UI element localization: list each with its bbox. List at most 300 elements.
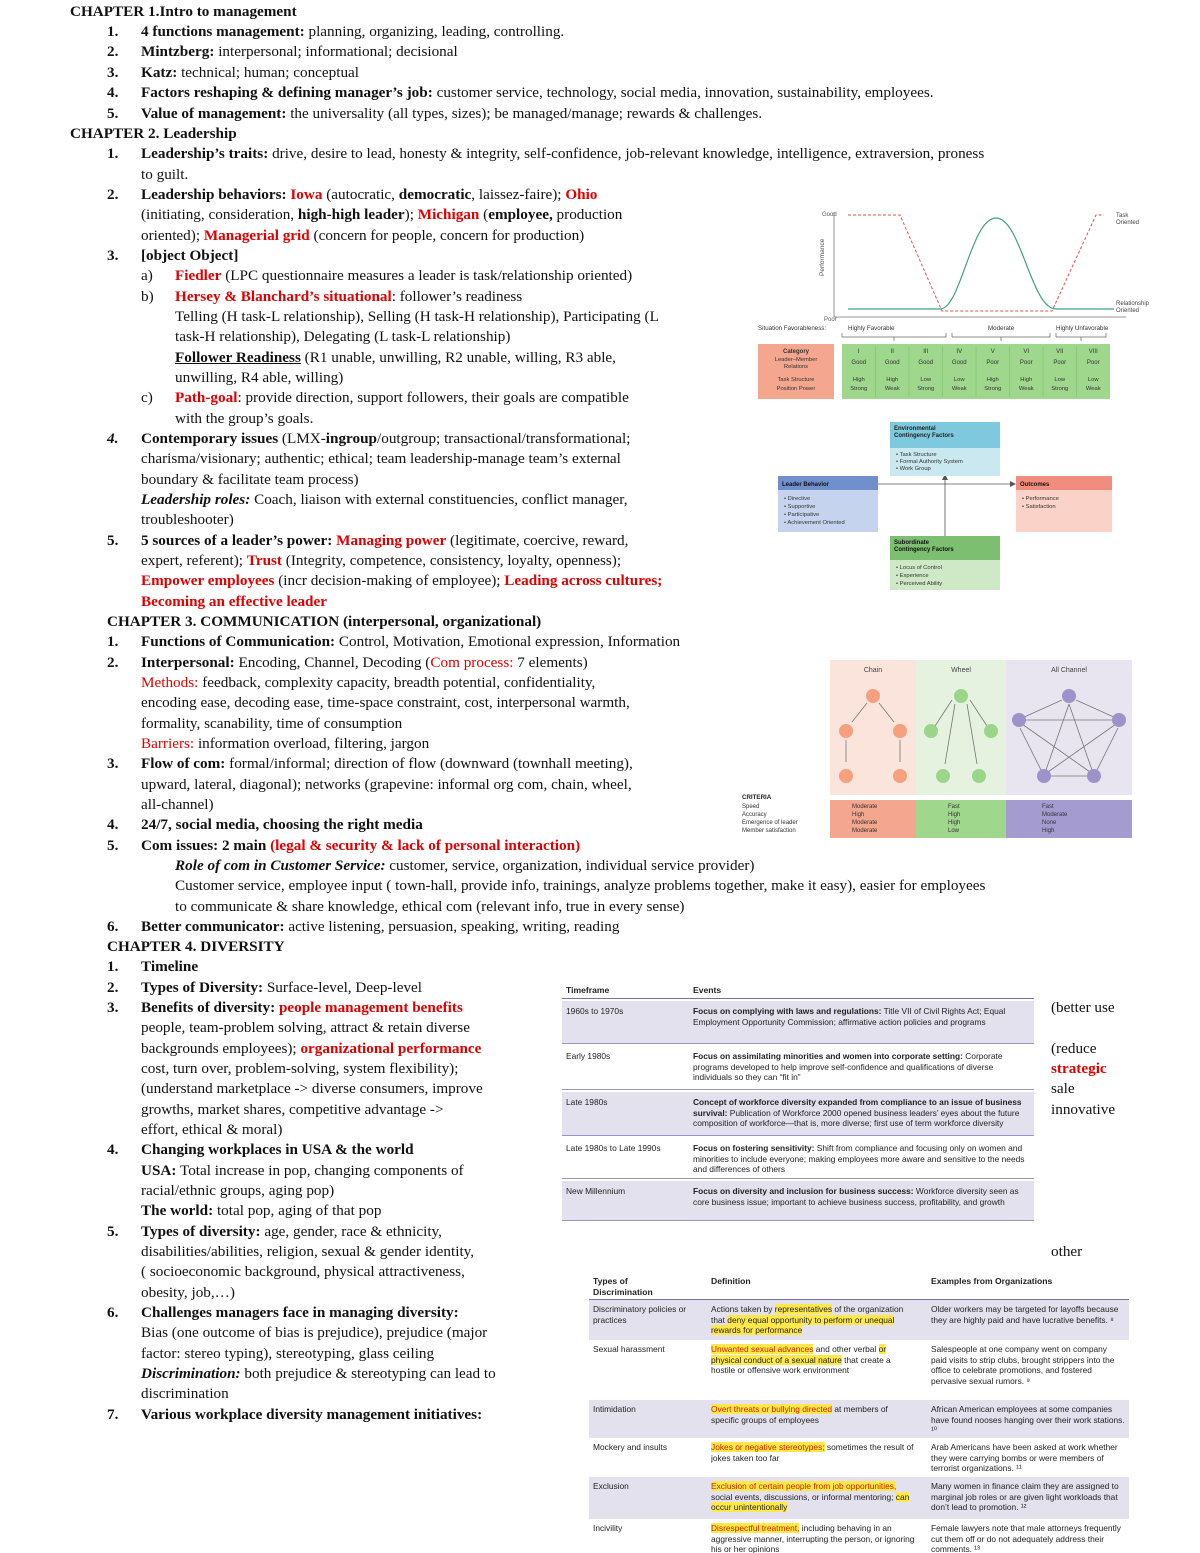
fiedler-col-1-number: I: [857, 349, 860, 355]
ohio-text-end: );: [404, 206, 418, 223]
fiedler-col-5-relations: Poor: [986, 360, 1000, 366]
ch2-item-5-line2: [141, 551, 621, 571]
ch4-item-3-line4: cost, turn over, problem-solving, system flexibility);: [141, 1060, 459, 1077]
fiedler-col-6-position-power: Weak: [1018, 386, 1034, 392]
empower-employees-label: Empower employees: [141, 572, 275, 589]
chapter-1-title: CHAPTER 1.Intro to management: [70, 3, 297, 20]
backgrounds-text: backgrounds employees);: [141, 1040, 301, 1057]
ch3-item-1-number: 1.: [107, 633, 119, 650]
discrimination-row: [589, 1340, 1129, 1400]
ch2-item-3c-line2: with the group’s goals.: [175, 410, 314, 427]
sources-of-power-label: 5 sources of a leader’s power:: [141, 532, 333, 549]
fiedler-model-figure: [756, 206, 1166, 406]
ch4-usa: [141, 1161, 464, 1181]
definition-text: including behaving in an aggressive manner, interrupting the person, or ignoring his or her opinions: [711, 1523, 915, 1553]
role-of-com-text: customer, service, organization, individual service provider): [385, 857, 755, 874]
iowa-democratic: democratic: [398, 186, 472, 203]
types-of-diversity-2-text: age, gender, race & ethnicity,: [260, 1223, 442, 1240]
all-channel-criteria-2: Moderate: [1042, 812, 1068, 818]
discrimination-row: [589, 1477, 1129, 1519]
timeline-event-focus: Focus on assimilating minorities and women into corporate setting:: [693, 1051, 963, 1061]
discrimination-type: Intimidation: [593, 1404, 636, 1414]
ch4-item-6-line2: Bias (one outcome of bias is prejudice), prejudice (major: [141, 1324, 488, 1341]
ch1-item-1: [141, 22, 564, 42]
ch2-item-3b-line3: task-H relationship), Delegating (L task-L relationship): [175, 328, 511, 345]
fiedler-performance-graph: [756, 206, 1166, 406]
ch4-side-other: other: [1051, 1243, 1083, 1260]
ch1-item-2-text: interpersonal; informational; decisional: [214, 43, 458, 60]
timeline-timeframe: Late 1980s to Late 1990s: [566, 1143, 661, 1153]
discrimination-types-table: [589, 1272, 1129, 1553]
diversity-timeline-table: [562, 977, 1034, 1243]
emergence-label: Emergence of leader: [742, 820, 798, 826]
ch4-side-innovative: innovative: [1051, 1101, 1116, 1118]
ch3-barriers: [141, 734, 429, 754]
timeline-event-detail: Publication of Workforce 2000 opened business leaders’ eyes about the future composition of workforce—that is, more diverse; first use of term workforce diversity: [693, 1107, 1020, 1128]
definition-highlight: deny equal opportunity to perform or unequal rewards for performance: [711, 1314, 895, 1335]
chain-criteria-3: Moderate: [852, 820, 878, 826]
ch3-methods-line2: encoding ease, decoding ease, time-space constraint, cost, interpersonal warmth,: [141, 694, 630, 711]
fiedler-col-2-position-power: Weak: [884, 386, 900, 392]
ch1-item-2-number: 2.: [107, 43, 119, 60]
sub-item-1: • Locus of Control: [896, 565, 942, 571]
types-of-diversity-2-label: Types of diversity:: [141, 1223, 261, 1240]
timeline-header-row: [562, 977, 1034, 999]
com-issues-red: (legal & security & lack of personal interaction): [270, 837, 581, 854]
ch2-item-3-number: 3.: [107, 247, 119, 264]
leading-across-cultures-label: Leading across cultures;: [504, 572, 663, 589]
managerial-grid-text: (concern for people, concern for production): [309, 227, 585, 244]
all-channel-criteria-1: Fast: [1042, 804, 1054, 810]
definition-highlight: Disrespectful treatment,: [711, 1523, 800, 1533]
events-header: Events: [693, 985, 722, 995]
ch4-item-1: Timeline: [141, 958, 199, 975]
env-title-text: Environmental: [894, 426, 936, 432]
barriers-label: Barriers:: [141, 735, 195, 752]
poor-axis-label: Poor: [824, 317, 837, 323]
ch4-item-4: Changing workplaces in USA & the world: [141, 1141, 414, 1158]
michigan-employee: employee,: [488, 206, 553, 223]
chain-criteria-2: High: [852, 812, 865, 818]
functions-of-communication-label: Functions of Communication:: [141, 633, 336, 650]
ch2-item-4: [141, 429, 630, 449]
definition-highlight: Exclusion of certain people from job opportunities,: [711, 1481, 897, 1491]
michigan-label: Michigan: [417, 206, 480, 223]
wheel-label: Wheel: [951, 667, 971, 674]
ch1-item-1-text: planning, organizing, leading, controlling.: [304, 23, 565, 40]
people-management-benefits-label: people management benefits: [278, 999, 463, 1016]
timeline-row: [562, 1046, 1034, 1090]
outcome-item-2: • Satisfaction: [1022, 504, 1056, 510]
ch4-item-6: Challenges managers face in managing diversity:: [141, 1304, 459, 1321]
accuracy-label: Accuracy: [742, 812, 767, 818]
ch1-item-1-label: 4 functions management:: [141, 23, 305, 40]
chapter-4-title: CHAPTER 4. DIVERSITY: [107, 938, 285, 955]
fiedler-col-5-task-structure: High: [986, 377, 999, 383]
fiedler-col-6-number: VI: [1023, 349, 1030, 355]
ch3-item-3-number: 3.: [107, 755, 119, 772]
leader-item-2: • Supportive: [784, 504, 816, 510]
leader-item-3-text: Participative: [787, 512, 820, 518]
timeline-timeframe: Early 1980s: [566, 1051, 611, 1061]
task-structure-header: Task Structure: [777, 377, 815, 383]
discrimination-example: Female lawyers note that male attorneys frequently cut them off or do not adequately address their comments. ¹³: [931, 1523, 1121, 1553]
ch4-side-better-use: (better use: [1051, 999, 1115, 1016]
path-goal-label: Path-goal: [175, 389, 238, 406]
ch4-item-7: Various workplace diversity management initiatives:: [141, 1406, 483, 1423]
discrimination-type: Mockery and insults: [593, 1442, 668, 1452]
interpersonal-text: Encoding, Channel, Decoding (: [234, 654, 431, 671]
timeframe-header: Timeframe: [566, 985, 610, 995]
env-item-1: • Task Structure: [896, 452, 937, 458]
relationship-oriented-label-text-line-2: Oriented: [1116, 308, 1140, 314]
performance-axis-label: Performance: [819, 238, 826, 276]
ch2-item-3c-letter: c): [141, 389, 153, 406]
discrimination-definition: [711, 1442, 917, 1463]
ch4-item-5-line4: obesity, job,…): [141, 1284, 235, 1301]
fiedler-col-8-number: VIII: [1088, 349, 1098, 355]
com-process-text: 7 elements): [513, 654, 588, 671]
usa-label: USA:: [141, 1162, 177, 1179]
ohio-text: (initiating, consideration,: [141, 206, 298, 223]
hersey-blanchard-label: Hersey & Blanchard’s situational: [175, 288, 392, 305]
discrimination-type: Discriminatory policies or practices: [593, 1304, 687, 1325]
ch2-item-3b-letter: b): [141, 288, 154, 305]
ch3-item-2: [141, 653, 588, 673]
timeline-event: [693, 1051, 1029, 1083]
definition-text: that create a hostile or offensive work environment: [711, 1354, 891, 1375]
fiedler-col-4-position-power: Weak: [951, 386, 967, 392]
outcome-item-2-text: Satisfaction: [1025, 504, 1056, 510]
discrimination-row: [589, 1300, 1129, 1340]
fiedler-col-4-relations: Good: [951, 360, 967, 366]
fiedler-col-5-position-power: Strong: [984, 386, 1002, 392]
ch2-item-1-number: 1.: [107, 145, 119, 162]
definition-text: at members of specific groups of employees: [711, 1404, 888, 1425]
timeline-row: [562, 1092, 1034, 1136]
empower-text: (incr decision-making of employee);: [274, 572, 505, 589]
ch4-item-3-line2: people, team-problem solving, attract & retain diverse: [141, 1019, 470, 1036]
ch4-discrimination: [141, 1364, 496, 1384]
ch2-item-2-line3: [141, 226, 584, 246]
ch1-item-3: [141, 63, 359, 83]
ch2-item-4-line2: charisma/visionary; authentic; ethical; team leadership-manage team’s external: [141, 450, 621, 467]
ch3-item-3-line2: upward, lateral, diagonal); networks (grapevine: informal org com, chain, wheel,: [141, 776, 632, 793]
task-oriented-label: [1116, 213, 1139, 226]
ch4-item-6-line5: discrimination: [141, 1385, 229, 1402]
com-issues-label: Com issues: 2 main: [141, 837, 271, 854]
ch1-item-4: [141, 83, 934, 103]
fiedler-col-1-task-structure: High: [852, 377, 865, 383]
barriers-text: information overload, filtering, jargon: [194, 735, 430, 752]
com-process-label: Com process:: [430, 654, 514, 671]
timeline-event-focus: Focus on fostering sensitivity:: [693, 1143, 815, 1153]
definition-text: of the organization that: [711, 1304, 904, 1325]
discrimination-definition: [711, 1481, 917, 1513]
fiedler-col-2-task-structure: High: [886, 377, 899, 383]
timeline-event: [693, 1006, 1029, 1027]
high-high-leader: high-high leader: [297, 206, 405, 223]
ch4-item-2: [141, 978, 422, 998]
fiedler-col-6-relations: Poor: [1019, 360, 1033, 366]
timeline-event: [693, 1097, 1029, 1129]
timeline-event-detail: Title VII of Civil Rights Act; Equal Employment Opportunity Commission; affirmative action policies and programs: [693, 1006, 1006, 1027]
fiedler-col-8-relations: Poor: [1086, 360, 1100, 366]
chain-criteria-4: Moderate: [852, 828, 878, 834]
position-power-header: Position Power: [776, 386, 816, 392]
ch4-item-7-number: 7.: [107, 1406, 119, 1423]
timeline-event-focus: Focus on complying with laws and regulations:: [693, 1006, 882, 1016]
task-oriented-label-text-line-2: Oriented: [1116, 220, 1140, 226]
ch4-side-sale: sale: [1051, 1080, 1075, 1097]
ch3-item-3-line3: all-channel): [141, 796, 214, 813]
discrimination-example: Older workers may be targeted for layoffs because they are highly paid and have lucrative benefits. ⁸: [931, 1304, 1119, 1325]
role-of-com-label: Role of com in Customer Service:: [175, 857, 386, 874]
communication-networks-diagram: [740, 660, 1132, 842]
ch4-item-6-line3: factor: stereo typing), stereotyping, glass ceiling: [141, 1345, 435, 1362]
discrimination-definition: [711, 1304, 917, 1336]
fiedler-col-4-number: IV: [956, 349, 963, 355]
leadership-roles-label: Leadership roles:: [141, 491, 251, 508]
methods-text: feedback, complexity capacity, breadth potential, confidentiality,: [198, 674, 596, 691]
flow-of-com-text: formal/informal; direction of flow (downward (townhall meeting),: [225, 755, 633, 772]
ch3-item-5-number: 5.: [107, 837, 119, 854]
criteria-label: CRITERIA: [742, 794, 772, 801]
flow-of-com-label: Flow of com:: [141, 755, 226, 772]
managing-power-label: Managing power: [336, 532, 447, 549]
ch1-item-3-label: Katz:: [141, 64, 178, 81]
outcomes-title: Outcomes: [1020, 482, 1050, 488]
ch2-item-3b-line4: [175, 348, 616, 368]
wheel-criteria-3: High: [948, 820, 961, 826]
fiedler-col-7-task-structure: Low: [1054, 377, 1066, 383]
highly-favorable-label: Highly Favorable: [848, 325, 895, 332]
ch2-item-3a-letter: a): [141, 267, 153, 284]
ch1-item-5-number: 5.: [107, 105, 119, 122]
fiedler-col-3-relations: Good: [918, 360, 934, 366]
contemporary-text-a: (LMX-: [278, 430, 326, 447]
ch2-item-2-line2: [141, 205, 622, 225]
all-channel-criteria-3: None: [1042, 820, 1057, 826]
timeline-event-focus: Focus on diversity and inclusion for business success:: [693, 1186, 914, 1196]
fiedler-col-7-position-power: Strong: [1051, 386, 1069, 392]
fiedler-col-5-number: V: [990, 349, 995, 355]
fiedler-col-2-number: II: [890, 349, 894, 355]
ch1-item-2: [141, 42, 458, 62]
chapter-3-title: CHAPTER 3. COMMUNICATION (interpersonal, organizational): [107, 613, 542, 630]
ch4-item-5: [141, 1222, 442, 1242]
leader-item-2-text: Supportive: [787, 504, 816, 510]
env-item-3: • Work Group: [896, 466, 931, 472]
power-text-a: expert, referent);: [141, 552, 247, 569]
ch4-item-3-line5: (understand marketplace -> diverse consumers, improve: [141, 1080, 483, 1097]
fiedler-col-3-position-power: Strong: [917, 386, 935, 392]
ch4-item-3-line7: effort, ethical & moral): [141, 1121, 283, 1138]
discrimination-row: [589, 1400, 1129, 1438]
ch4-item-5-number: 5.: [107, 1223, 119, 1240]
definition-text: Actions taken by: [711, 1304, 775, 1314]
path-goal-diagram: [776, 420, 1146, 600]
ohio-label: Ohio: [565, 186, 598, 203]
timeline-event-detail: Workforce diversity seen as core business issue; important to achieve business success, profitability, and growth: [693, 1186, 1019, 1207]
timeline-row: [562, 1181, 1034, 1221]
env-item-1-text: Task Structure: [899, 452, 937, 458]
types-of-diversity-text: Surface-level, Deep-level: [263, 979, 423, 996]
types-of-diversity-label: Types of Diversity:: [141, 979, 264, 996]
ch1-item-5-text: the universality (all types, sizes); be managed/manage; rewards & challenges.: [286, 105, 763, 122]
ch2-item-4-line4: [141, 490, 628, 510]
relationship-oriented-curve: [848, 218, 1114, 309]
fiedler-col-8-position-power: Weak: [1085, 386, 1101, 392]
ch2-item-3a: [175, 266, 632, 286]
ch4-side-reduce: (reduce: [1051, 1040, 1097, 1057]
better-communicator-label: Better communicator:: [141, 918, 285, 935]
ch3-item-5: [141, 836, 580, 856]
ch3-item-6: [141, 917, 619, 937]
ch1-item-1-number: 1.: [107, 23, 119, 40]
highly-unfavorable-label: Highly Unfavorable: [1056, 325, 1109, 332]
discrimination-row: [589, 1519, 1129, 1553]
examples-header: Examples from Organizations: [931, 1276, 1053, 1286]
situation-favorableness-label: Situation Favorableness:: [758, 325, 827, 332]
discrimination-type: Sexual harassment: [593, 1344, 665, 1354]
discrimination-definition: [711, 1344, 917, 1376]
discrimination-example: Arab Americans have been asked at work whether they were carrying bombs or were members of terrorist organizations. ¹¹: [931, 1442, 1118, 1473]
wheel-criteria-4: Low: [948, 828, 960, 834]
ch3-methods: [141, 673, 595, 693]
world-label: The world:: [141, 1202, 214, 1219]
sub-item-2-text: Experience: [899, 573, 929, 579]
discrimination-definition: [711, 1523, 917, 1553]
ch4-item-1-number: 1.: [107, 958, 119, 975]
leader-behavior-title: Leader Behavior: [782, 482, 830, 488]
ch3-role-of-com: [175, 856, 754, 876]
discrimination-type: Incivility: [593, 1523, 623, 1533]
definition-text: sometimes the result of jokes taken too far: [711, 1442, 914, 1463]
discrimination-definition: [711, 1404, 917, 1425]
communication-networks-figure: [740, 660, 1132, 842]
ch2-item-3b-line2: Telling (H task-L relationship), Selling (H task-H relationship), Participating (L: [175, 308, 659, 325]
sub-item-2: • Experience: [896, 573, 929, 579]
contemporary-issues-label: Contemporary issues: [141, 430, 279, 447]
sub-item-3-text: Perceived Ability: [899, 581, 943, 587]
iowa-text-b: , laissez-faire);: [471, 186, 566, 203]
ch2-item-4-line5: troubleshooter): [141, 511, 234, 528]
timeline-timeframe: Late 1980s: [566, 1097, 608, 1107]
leadership-roles-text: Coach, liaison with external constituencies, conflict manager,: [250, 491, 628, 508]
fiedler-col-4-task-structure: Low: [953, 377, 965, 383]
ch1-item-2-label: Mintzberg:: [141, 43, 215, 60]
trust-label: Trust: [246, 552, 282, 569]
iowa-text-a: (autocratic,: [322, 186, 399, 203]
definition-text: social events, discussions, or informal mentoring;: [711, 1491, 896, 1502]
discrimination-example: Many women in finance claim they are assigned to marginal job roles or are given light workloads that don’t lead to promotion. ¹²: [931, 1481, 1119, 1512]
env-item-2: • Formal Authority System: [896, 459, 963, 465]
sub-item-3: • Perceived Ability: [896, 581, 943, 587]
outcome-item-1-text: Performance: [1025, 496, 1059, 502]
subordinate-title-text-line-2: Contingency Factors: [894, 547, 954, 553]
discrimination-example: African American employees at some companies have found nooses hanging over their work stations. ¹⁰: [931, 1404, 1125, 1435]
timeline-row: [562, 1138, 1034, 1179]
follower-readiness-text: (R1 unable, unwilling, R2 unable, willing, R3 able,: [300, 349, 616, 366]
ch4-world: [141, 1201, 381, 1221]
fiedler-text: (LPC questionnaire measures a leader is task/relationship oriented): [221, 267, 633, 284]
all-channel-label: All Channel: [1051, 667, 1087, 674]
ch4-item-5-line2: disabilities/abilities, religion, sexual & gender identity,: [141, 1243, 475, 1260]
ch3-item-4-number: 4.: [107, 816, 119, 833]
fiedler-col-8-task-structure: Low: [1087, 377, 1099, 383]
ch1-item-4-number: 4.: [107, 84, 119, 101]
timeline-event: [693, 1143, 1029, 1175]
ch2-item-3b: [175, 287, 522, 307]
ch2-item-1: [141, 144, 984, 164]
michigan-paren: (: [479, 206, 489, 223]
managing-power-text: (legitimate, coercive, reward,: [446, 532, 629, 549]
types-header: Types of Discrimination: [593, 1276, 653, 1297]
ch4-item-5-line3: ( socioeconomic background, physical attractiveness,: [141, 1263, 465, 1280]
effective-leader-label: Becoming an effective leader: [141, 593, 327, 610]
usa-text: Total increase in pop, changing components of: [176, 1162, 464, 1179]
timeline-event-detail: Corporate programs developed to help improve self-confidence and qualifications of diverse individuals so they can “fit in”: [693, 1051, 1003, 1082]
ch3-methods-line3: formality, scanability, time of consumption: [141, 715, 403, 732]
definition-header: Definition: [711, 1276, 751, 1286]
moderate-label: Moderate: [988, 325, 1015, 332]
leader-item-4: • Achievement Oriented: [784, 520, 845, 526]
contemporary-text-b: /outgroup; transactional/transformational;: [377, 430, 631, 447]
ingroup-text: ingroup: [325, 430, 377, 447]
ch4-side-strategic: strategic: [1051, 1060, 1107, 1077]
speed-label: Speed: [742, 804, 760, 810]
organizational-performance-label: organizational performance: [300, 1040, 482, 1057]
hersey-blanchard-text: : follower’s readiness: [391, 288, 523, 305]
good-axis-label: Good: [822, 212, 837, 218]
task-oriented-label-text: Task: [1116, 213, 1129, 219]
ch1-item-3-text: technical; human; conceptual: [177, 64, 360, 81]
ch3-item-6-number: 6.: [107, 918, 119, 935]
ch3-item-5-line4: to communicate & share knowledge, ethical com (relevant info, true in every sense): [175, 898, 685, 915]
ch2-item-3-label: [object Object]: [141, 247, 239, 264]
ch3-item-3: [141, 754, 633, 774]
wheel-criteria-2: High: [948, 812, 961, 818]
fiedler-col-6-task-structure: High: [1020, 377, 1033, 383]
ch3-item-1: [141, 632, 680, 652]
ch4-item-3: [141, 998, 463, 1018]
chapter-2-title: CHAPTER 2. Leadership: [70, 125, 237, 142]
ch1-item-5: [141, 104, 762, 124]
fiedler-col-1-relations: Good: [851, 360, 867, 366]
ch2-item-1-text: drive, desire to lead, honesty & integrity, self-confidence, job-relevant knowledge, intelligence, extraversion, proness: [268, 145, 985, 162]
ch2-item-4-number: 4.: [107, 430, 119, 447]
sub-item-1-text: Locus of Control: [899, 565, 942, 571]
leader-member-header: Leader–Member: [774, 357, 818, 363]
leader-item-4-text: Achievement Oriented: [787, 520, 845, 526]
leader-item-1-text: Directive: [787, 496, 811, 502]
chain-label: Chain: [863, 667, 883, 674]
ch3-item-4: 24/7, social media, choosing the right media: [141, 816, 423, 833]
path-goal-figure: [776, 420, 1146, 600]
definition-highlight: representatives: [774, 1304, 833, 1314]
trust-text: (Integrity, competence, consistency, loyalty, openness);: [282, 552, 622, 569]
ch4-item-3-line6: growths, market shares, competitive advantage ->: [141, 1101, 444, 1118]
ch2-item-3c: [175, 388, 629, 408]
outcome-item-1: • Performance: [1022, 496, 1059, 502]
fiedler-col-3-number: III: [923, 349, 929, 355]
definition-highlight: or physical conduct of a sexual nature: [711, 1344, 887, 1365]
relationship-oriented-label-text: Relationship: [1116, 301, 1150, 307]
timeline-timeframe: 1960s to 1970s: [566, 1006, 624, 1016]
fiedler-col-1-position-power: Strong: [850, 386, 868, 392]
methods-label: Methods:: [141, 674, 199, 691]
